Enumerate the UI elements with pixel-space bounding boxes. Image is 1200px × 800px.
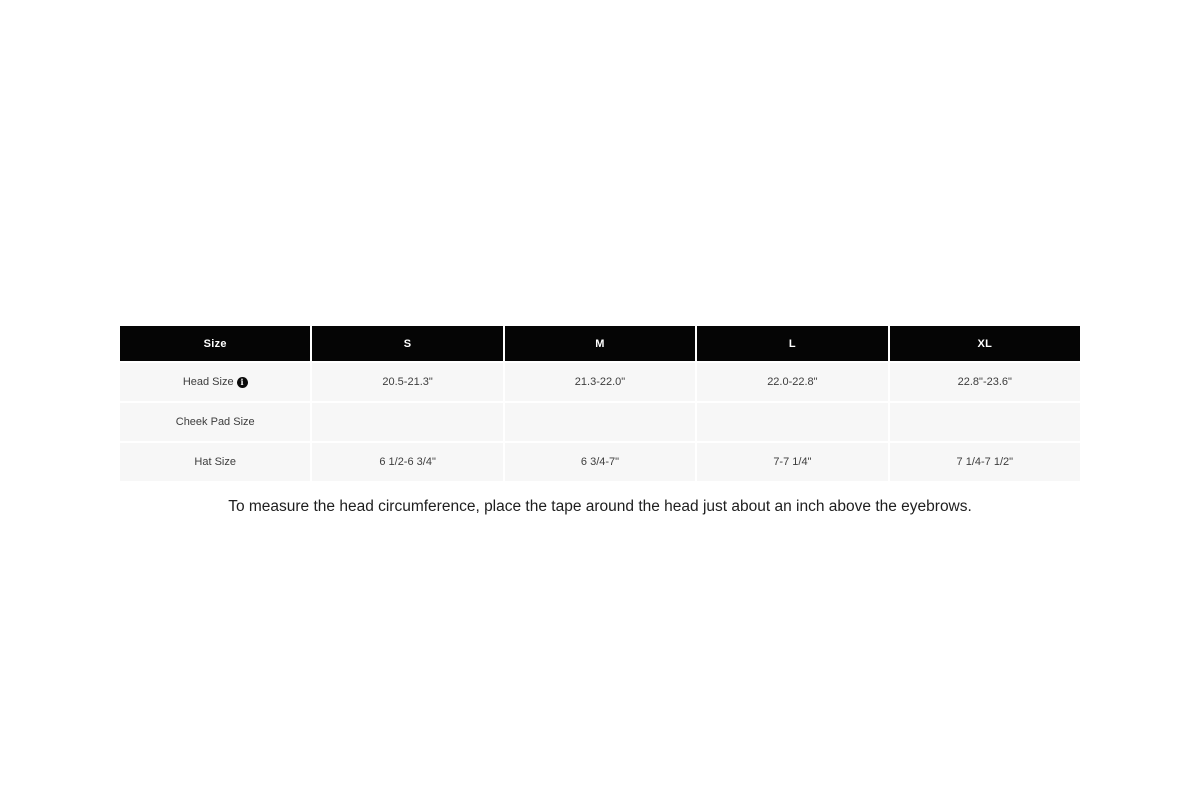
cell-hat-size-xl: 7 1/4-7 1/2"	[890, 443, 1080, 481]
column-header-s: S	[312, 326, 502, 361]
row-label-text: Head Size	[182, 376, 234, 388]
cell-cheek-pad-s	[312, 403, 502, 441]
measurement-instruction: To measure the head circumference, place the tape around the head just about an inch above the eyebrows.	[228, 498, 972, 515]
cell-head-size-l: 22.0-22.8"	[697, 363, 887, 401]
column-header-m: M	[505, 326, 695, 361]
cell-hat-size-m: 6 3/4-7"	[505, 443, 695, 481]
column-header-l: L	[697, 326, 887, 361]
cell-cheek-pad-m	[505, 403, 695, 441]
row-label-head-size	[120, 363, 310, 401]
row-label-hat-size	[120, 443, 310, 481]
size-chart	[120, 326, 1080, 481]
cell-head-size-m: 21.3-22.0"	[505, 363, 695, 401]
cell-head-size-s: 20.5-21.3"	[312, 363, 502, 401]
size-chart-table	[120, 326, 1080, 481]
row-label-text: Hat Size	[194, 456, 236, 468]
cell-hat-size-s: 6 1/2-6 3/4"	[312, 443, 502, 481]
cell-cheek-pad-l	[697, 403, 887, 441]
row-label-text: Cheek Pad Size	[175, 416, 255, 428]
column-header-size: Size	[120, 326, 310, 361]
cell-hat-size-l: 7-7 1/4"	[697, 443, 887, 481]
cell-cheek-pad-xl	[890, 403, 1080, 441]
column-header-xl: XL	[890, 326, 1080, 361]
cell-head-size-xl: 22.8"-23.6"	[890, 363, 1080, 401]
row-label-cheek-pad-size	[120, 403, 310, 441]
info-icon[interactable]: i	[237, 377, 248, 388]
